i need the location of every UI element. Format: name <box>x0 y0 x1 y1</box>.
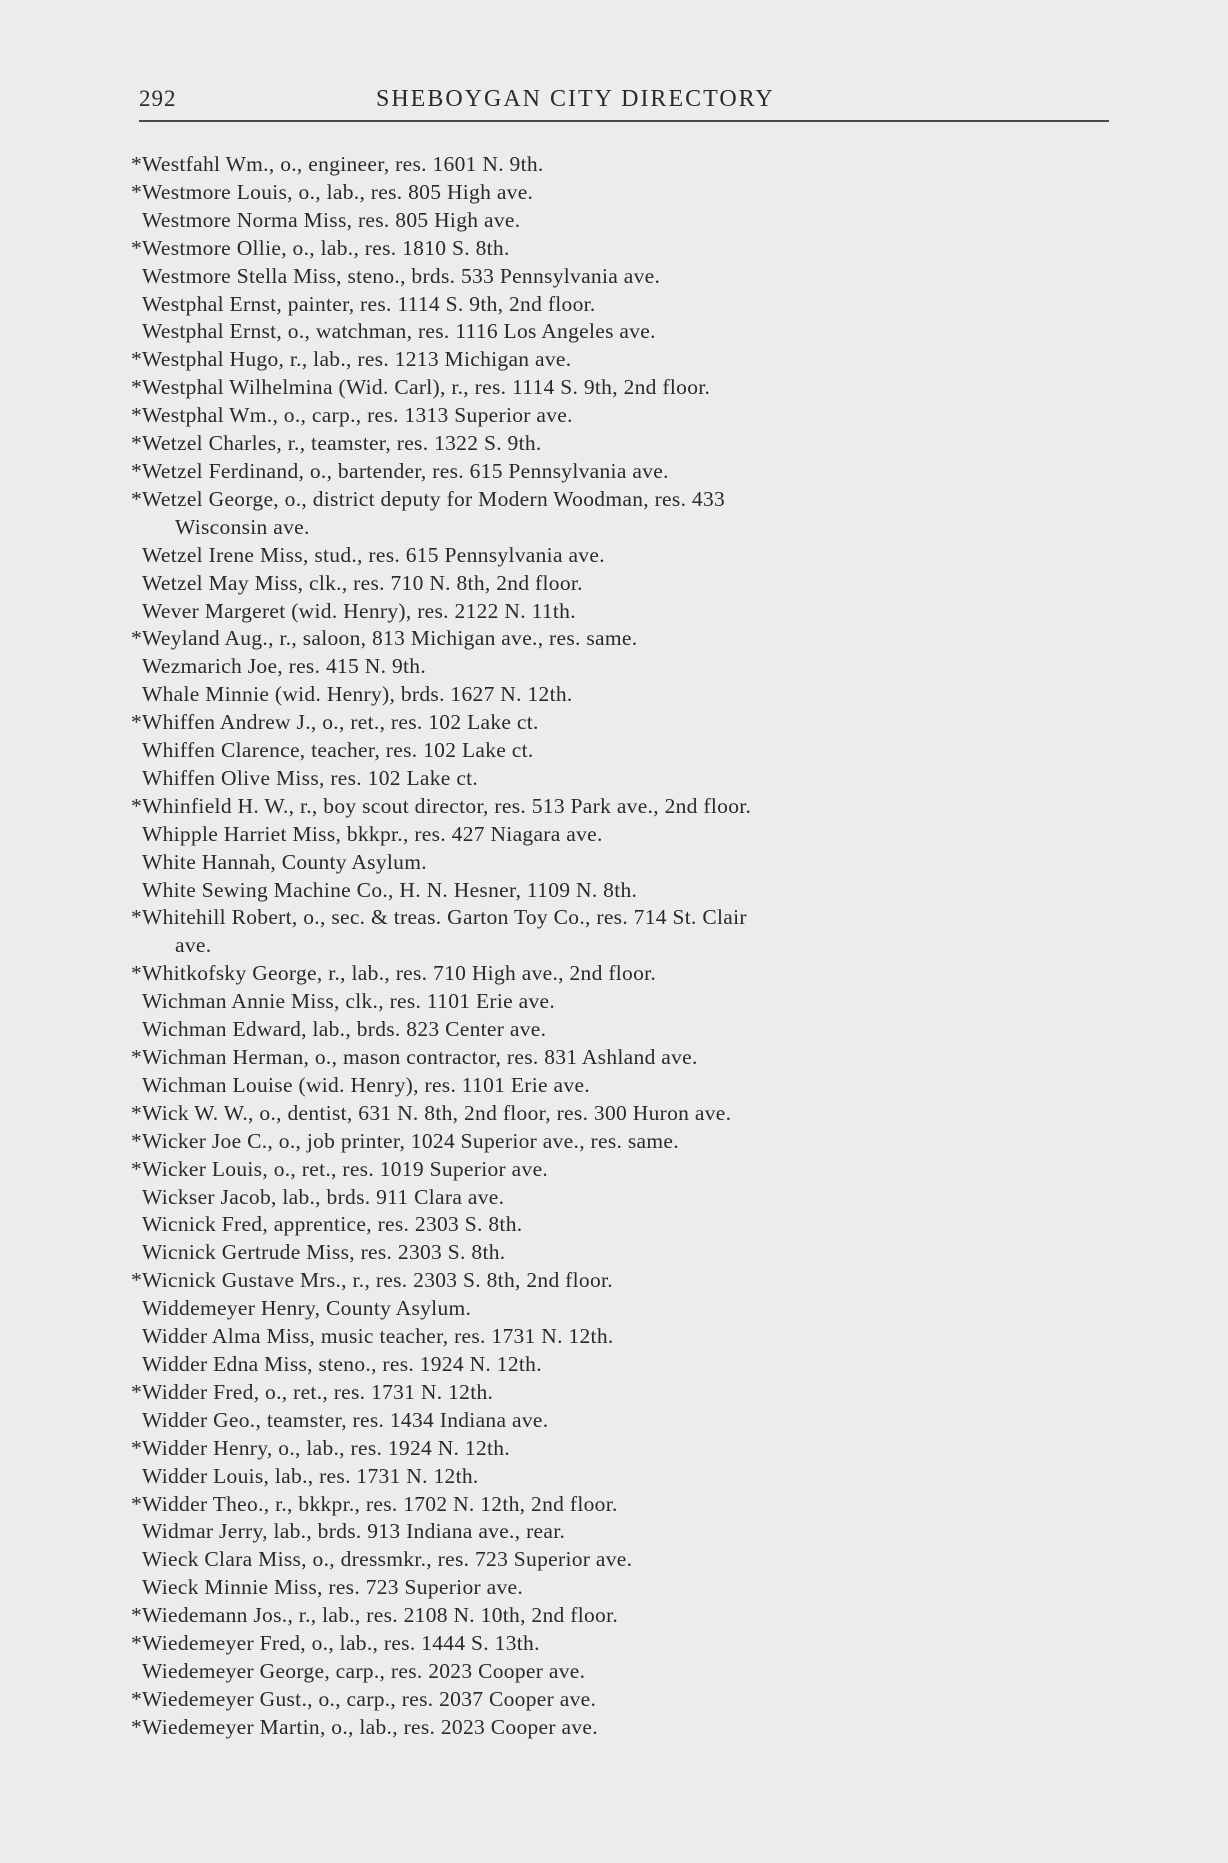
directory-entry <box>130 402 1110 430</box>
entry-text: Wetzel May Miss, clk., res. 710 N. 8th, 2nd floor. <box>142 570 583 595</box>
directory-entry <box>130 1128 1110 1156</box>
resident-marker: * <box>130 179 142 204</box>
entry-text: Whitehill Robert, o., sec. & treas. Garton Toy Co., res. 714 St. Clair <box>142 905 747 930</box>
entry-text: Westmore Stella Miss, steno., brds. 533 Pennsylvania ave. <box>142 263 661 288</box>
directory-entry <box>130 1491 1110 1519</box>
directory-entries <box>130 151 1110 1742</box>
directory-entry <box>130 179 1110 207</box>
entry-text: Widder Alma Miss, music teacher, res. 1731 N. 12th. <box>142 1324 614 1349</box>
entry-text: Weyland Aug., r., saloon, 813 Michigan ave., res. same. <box>142 626 638 651</box>
directory-entry <box>130 681 1110 709</box>
entry-text: Westmore Norma Miss, res. 805 High ave. <box>142 207 521 232</box>
directory-entry <box>130 877 1110 905</box>
entry-text: Westphal Ernst, o., watchman, res. 1116 Los Angeles ave. <box>142 319 656 344</box>
directory-entry <box>130 1714 1110 1742</box>
resident-marker: * <box>130 152 142 176</box>
entry-text: Wever Margeret (wid. Henry), res. 2122 N. 11th. <box>142 598 576 623</box>
entry-text: Westphal Wilhelmina (Wid. Carl), r., res. 1114 S. 9th, 2nd floor. <box>142 375 711 400</box>
resident-marker: * <box>130 1631 142 1656</box>
directory-entry <box>130 960 1110 988</box>
directory-entry <box>130 988 1110 1016</box>
resident-marker: * <box>130 626 142 651</box>
resident-marker: * <box>130 403 142 428</box>
entry-text: Wichman Herman, o., mason contractor, res. 831 Ashland ave. <box>142 1045 698 1069</box>
directory-entry <box>130 1686 1110 1714</box>
entry-text: Wick W. W., o., dentist, 631 N. 8th, 2nd floor, res. 300 Huron ave. <box>142 1100 732 1125</box>
resident-marker: * <box>130 905 142 930</box>
entry-text: White Hannah, County Asylum. <box>142 849 427 874</box>
entry-text: Wichman Louise (wid. Henry), res. 1101 Erie ave. <box>142 1072 590 1097</box>
directory-entry <box>130 1295 1110 1323</box>
resident-marker: * <box>130 1268 142 1293</box>
directory-entry <box>130 318 1110 346</box>
entry-text: Widder Henry, o., lab., res. 1924 N. 12th. <box>142 1435 511 1460</box>
directory-entry <box>130 1574 1110 1602</box>
entry-text: Wichman Edward, lab., brds. 823 Center ave. <box>142 1017 547 1042</box>
directory-entry <box>130 1435 1110 1463</box>
directory-entry <box>130 458 1110 486</box>
entry-text: Whiffen Andrew J., o., ret., res. 102 Lake ct. <box>142 710 539 735</box>
entry-text: Wichman Annie Miss, clk., res. 1101 Erie ave. <box>142 989 556 1014</box>
entry-text: Wetzel Ferdinand, o., bartender, res. 615 Pennsylvania ave. <box>142 458 669 483</box>
resident-marker: * <box>130 235 142 260</box>
directory-entry <box>130 346 1110 374</box>
entry-text: Widder Edna Miss, steno., res. 1924 N. 12th. <box>142 1351 542 1376</box>
entry-text: Wicker Joe C., o., job printer, 1024 Superior ave., res. same. <box>142 1128 679 1153</box>
entry-text: Wicnick Gertrude Miss, res. 2303 S. 8th. <box>142 1240 506 1265</box>
entry-text: Wicnick Gustave Mrs., r., res. 2303 S. 8th, 2nd floor. <box>142 1268 613 1293</box>
directory-entry <box>130 1379 1110 1407</box>
directory-entry <box>130 1463 1110 1491</box>
directory-entry <box>130 374 1110 402</box>
entry-text: Wieck Clara Miss, o., dressmkr., res. 723 Superior ave. <box>142 1547 633 1572</box>
resident-marker: * <box>130 1379 142 1404</box>
directory-entry <box>130 904 1110 960</box>
directory-entry <box>130 737 1110 765</box>
resident-marker: * <box>130 1100 142 1125</box>
entry-text: Westmore Ollie, o., lab., res. 1810 S. 8th. <box>142 235 510 260</box>
entry-text: Whitkofsky George, r., lab., res. 710 High ave., 2nd floor. <box>142 961 657 986</box>
directory-entry <box>130 1518 1110 1546</box>
entry-text: Whiffen Clarence, teacher, res. 102 Lake ct. <box>142 738 534 763</box>
directory-entry <box>130 1016 1110 1044</box>
resident-marker: * <box>130 1603 142 1628</box>
entry-text: Widder Louis, lab., res. 1731 N. 12th. <box>142 1463 479 1488</box>
entry-text: Whale Minnie (wid. Henry), brds. 1627 N. 12th. <box>142 682 573 707</box>
entry-text: Widdemeyer Henry, County Asylum. <box>142 1296 472 1321</box>
directory-entry <box>130 263 1110 291</box>
directory-entry <box>130 570 1110 598</box>
directory-entry <box>130 1630 1110 1658</box>
directory-entry <box>130 1407 1110 1435</box>
directory-entry <box>130 821 1110 849</box>
resident-marker: * <box>130 431 142 456</box>
page-header <box>139 86 1109 122</box>
resident-marker: * <box>130 458 142 483</box>
directory-entry <box>130 1211 1110 1239</box>
entry-text: Wiedemeyer Gust., o., carp., res. 2037 Cooper ave. <box>142 1686 597 1711</box>
entry-text: Widder Theo., r., bkkpr., res. 1702 N. 12th, 2nd floor. <box>142 1491 618 1516</box>
directory-entry <box>130 1602 1110 1630</box>
directory-entry <box>130 291 1110 319</box>
entry-text: Westphal Ernst, painter, res. 1114 S. 9th, 2nd floor. <box>142 291 596 316</box>
entry-text: Westfahl Wm., o., engineer, res. 1601 N. 9th. <box>142 152 544 176</box>
resident-marker: * <box>130 1491 142 1516</box>
directory-entry <box>130 1546 1110 1574</box>
entry-text: Wetzel Irene Miss, stud., res. 615 Pennsylvania ave. <box>142 542 605 567</box>
directory-entry <box>130 653 1110 681</box>
entry-text: White Sewing Machine Co., H. N. Hesner, 1109 N. 8th. <box>142 877 638 902</box>
entry-text: Widder Geo., teamster, res. 1434 Indiana ave. <box>142 1407 549 1432</box>
directory-entry <box>130 486 1110 542</box>
page-number: 292 <box>139 86 177 111</box>
entry-text: Wicnick Fred, apprentice, res. 2303 S. 8th. <box>142 1212 523 1237</box>
entry-continuation: ave. <box>175 933 212 958</box>
directory-entry <box>130 1239 1110 1267</box>
entry-text: Widder Fred, o., ret., res. 1731 N. 12th. <box>142 1379 494 1404</box>
directory-entry <box>130 793 1110 821</box>
entry-text: Westmore Louis, o., lab., res. 805 High ave. <box>142 179 534 204</box>
entry-text: Wetzel George, o., district deputy for Modern Woodman, res. 433 <box>142 486 726 511</box>
directory-entry <box>130 765 1110 793</box>
directory-entry <box>130 1323 1110 1351</box>
resident-marker: * <box>130 710 142 735</box>
resident-marker: * <box>130 961 142 986</box>
resident-marker: * <box>130 1156 142 1181</box>
directory-entry <box>130 207 1110 235</box>
entry-continuation: Wisconsin ave. <box>175 514 310 539</box>
resident-marker: * <box>130 1714 142 1739</box>
entry-text: Wickser Jacob, lab., brds. 911 Clara ave. <box>142 1184 505 1209</box>
entry-text: Wicker Louis, o., ret., res. 1019 Superior ave. <box>142 1156 549 1181</box>
directory-entry <box>130 1351 1110 1379</box>
directory-entry <box>130 1156 1110 1184</box>
resident-marker: * <box>130 375 142 400</box>
directory-entry <box>130 1184 1110 1212</box>
directory-entry <box>130 430 1110 458</box>
entry-text: Wiedemann Jos., r., lab., res. 2108 N. 10th, 2nd floor. <box>142 1603 619 1628</box>
resident-marker: * <box>130 1045 142 1069</box>
entry-text: Wiedemeyer Martin, o., lab., res. 2023 Cooper ave. <box>142 1714 598 1739</box>
resident-marker: * <box>130 486 142 511</box>
entry-text: Wiedemeyer George, carp., res. 2023 Cooper ave. <box>142 1658 586 1683</box>
directory-entry <box>130 1267 1110 1295</box>
directory-entry <box>130 151 1110 179</box>
entry-text: Whipple Harriet Miss, bkkpr., res. 427 Niagara ave. <box>142 821 603 846</box>
directory-entry <box>130 1072 1110 1100</box>
entry-text: Whinfield H. W., r., boy scout director, res. 513 Park ave., 2nd floor. <box>142 793 752 818</box>
directory-entry <box>130 625 1110 653</box>
entry-text: Westphal Wm., o., carp., res. 1313 Superior ave. <box>142 403 573 428</box>
entry-text: Westphal Hugo, r., lab., res. 1213 Michigan ave. <box>142 347 572 372</box>
resident-marker: * <box>130 1435 142 1460</box>
directory-entry <box>130 542 1110 570</box>
entry-text: Whiffen Olive Miss, res. 102 Lake ct. <box>142 765 479 790</box>
entry-text: Wieck Minnie Miss, res. 723 Superior ave. <box>142 1575 524 1600</box>
running-title: SHEBOYGAN CITY DIRECTORY <box>376 86 775 112</box>
directory-entry <box>130 1658 1110 1686</box>
directory-entry <box>130 709 1110 737</box>
directory-entry <box>130 849 1110 877</box>
directory-entry <box>130 1100 1110 1128</box>
entry-text: Wiedemeyer Fred, o., lab., res. 1444 S. 13th. <box>142 1631 540 1656</box>
directory-entry <box>130 598 1110 626</box>
entry-text: Wetzel Charles, r., teamster, res. 1322 S. 9th. <box>142 431 542 456</box>
entry-text: Wezmarich Joe, res. 415 N. 9th. <box>142 654 427 679</box>
resident-marker: * <box>130 793 142 818</box>
entry-text: Widmar Jerry, lab., brds. 913 Indiana ave., rear. <box>142 1519 566 1544</box>
directory-entry <box>130 1044 1110 1072</box>
resident-marker: * <box>130 1686 142 1711</box>
resident-marker: * <box>130 1128 142 1153</box>
directory-entry <box>130 235 1110 263</box>
resident-marker: * <box>130 347 142 372</box>
